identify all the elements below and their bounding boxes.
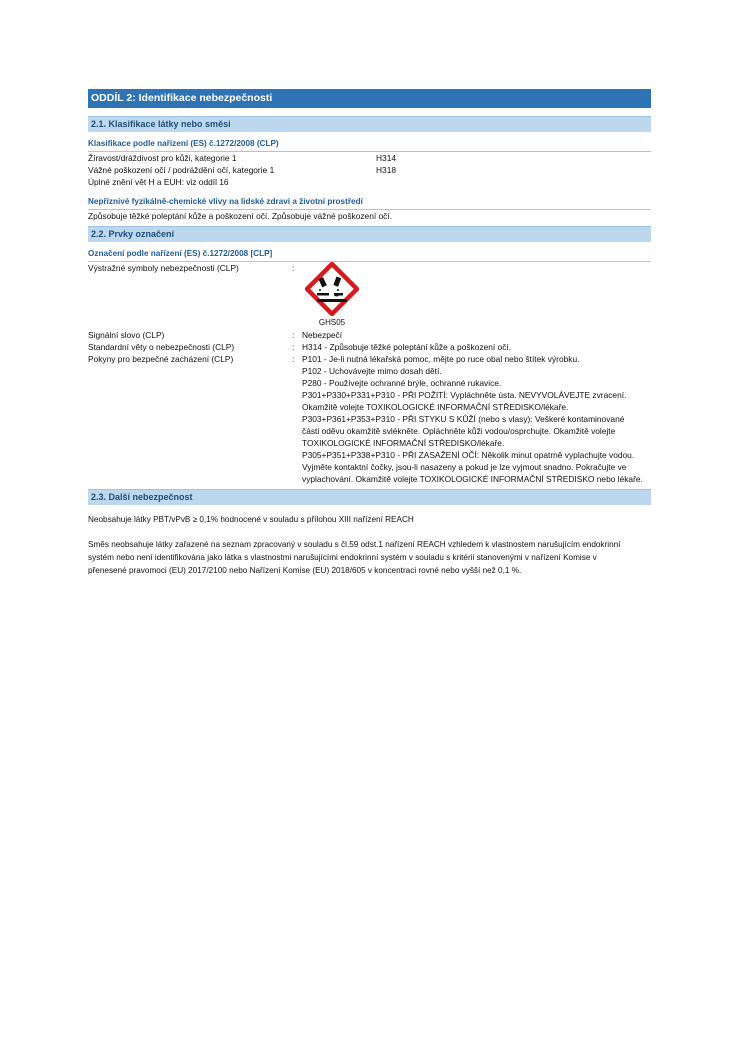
corrosion-icon [305,262,359,316]
subsection-2-3-title: 2.3. Další nebezpečnost [88,489,651,505]
hazard-statement-row: Standardní věty o nebezpečnosti (CLP) : H314 - Způsobuje těžké poleptání kůže a poškození očí. [88,342,512,352]
precaution-line: P305+P351+P338+P310 - PŘI ZASAŽENÍ OČÍ: Několik minut opatrně vyplachujte vodou. [302,450,635,460]
precaution-line: vyplachování. Okamžitě volejte TOXIKOLOGICKÉ INFORMAČNÍ STŘEDISKO nebo lékaře. [302,474,643,484]
precaution-line: P102 - Uchovávejte mimo dosah dětí. [302,366,442,376]
precaution-line: P280 - Používejte ochranné brýle, ochranné rukavice. [302,378,502,388]
symbols-row: Výstražné symboly nebezpečnosti (CLP) : GHS05 [88,262,651,329]
precautionary-statements-row: Pokyny pro bezpečné zacházení (CLP) : P101 - Je-li nutná lékařská pomoc, mějte po ruce obal nebo štítek výrobku. P102 - Uchovávejte mimo dosah dětí. P280 - Používejte ochranné brýle, ochranné rukavice. P301+P330+P331+P310 - PŘI POŽITÍ: Vypláchněte ústa. NEVYVOLÁVEJTE zvracení. Okamžitě volejte TOXIKOLOGICKÉ INFORMAČNÍ STŘEDISKO/lékaře. P303+P361+P353+P310 - PŘI STYKU S KŮŽÍ (nebo s vlasy): Veškeré kontaminované části oděvu okamžitě svlékněte. Opláchněte kůži vodou/osprchujte. Okamžitě volejte TOXIKOLOGICKÉ INFORMAČNÍ STŘEDISKO/lékaře. P305+P351+P338+P310 - PŘI ZASAŽENÍ OČÍ: Několik minut opatrně vyplachujte vodou. Vyjměte kontaktní čočky, jsou-li nasazeny a pokud je lze vyjmout snadno. Pokračujte ve vyplachování. Okamžitě volejte TOXIKOLOGICKÉ INFORMAČNÍ STŘEDISKO nebo lékaře. [88,353,651,485]
section-title: ODDÍL 2: Identifikace nebezpečnosti [88,89,651,108]
clp-classification-heading: Klasifikace podle nařízení (ES) č.1272/2008 (CLP) [88,139,279,148]
precaution-line: části oděvu okamžitě svlékněte. Opláchněte kůži vodou/osprchujte. Okamžitě volejte [302,426,616,436]
ghs05-pictogram [302,262,362,329]
signal-word-row: Signální slovo (CLP) : Nebezpečí [88,330,343,340]
effects-text: Způsobuje těžké poleptání kůže a poškození očí. Způsobuje vážné poškození očí. [88,211,393,221]
clp-labelling-heading: Označení podle nařízení (ES) č.1272/2008 [CLP] [88,249,273,258]
precaution-line: Okamžitě volejte TOXIKOLOGICKÉ INFORMAČNÍ STŘEDISKO/lékaře. [302,402,569,412]
precaution-line: TOXIKOLOGICKÉ INFORMAČNÍ STŘEDISKO/lékaře. [302,438,505,448]
sds-section-2 [88,89,651,577]
precaution-line: P101 - Je-li nutná lékařská pomoc, mějte po ruce obal nebo štítek výrobku. [302,354,580,364]
classification-row: Žíravost/dráždivost pro kůži, kategorie 1 H314 [88,153,397,163]
full-text-note: Úplné znění vět H a EUH: viz oddíl 16 [88,177,229,187]
precaution-line: P303+P361+P353+P310 - PŘI STYKU S KŮŽÍ (nebo s vlasy): Veškeré kontaminované [302,414,625,424]
endocrine-text: Směs neobsahuje látky zařazené na seznam zpracovaný v souladu s čl.59 odst.1 nařízení REACH vzhledem k vlastnostem narušujícím endokrinní systém nebo není identifikována jako látka s vlastnostmi narušujícími endokrinní systém v souladu s kritérii stanovenými v nařízení Komise v přenesené pravomoci (EU) 2017/2100 nebo Nařízení Komise (EU) 2018/605 v koncentraci rovné nebo vyšší než 0,1 %. [88,540,621,575]
precaution-line: Vyjměte kontaktní čočky, jsou-li nasazeny a pokud je lze vyjmout snadno. Pokračujte ve [302,462,627,472]
subsection-2-2-title: 2.2. Prvky označení [88,226,651,242]
effects-heading: Nepříznivé fyzikálně-chemické vlivy na lidské zdraví a životní prostředí [88,197,363,206]
pbt-text: Neobsahuje látky PBT/vPvB ≥ 0,1% hodnocené v souladu s přílohou XIII nařízení REACH [88,515,414,524]
classification-row: Vážné poškození očí / podráždění očí, kategorie 1 H318 [88,165,397,175]
precaution-line: P301+P330+P331+P310 - PŘI POŽITÍ: Vypláchněte ústa. NEVYVOLÁVEJTE zvracení. [302,390,627,400]
pictogram-code: GHS05 [318,318,346,327]
subsection-2-1-title: 2.1. Klasifikace látky nebo směsi [88,116,651,132]
